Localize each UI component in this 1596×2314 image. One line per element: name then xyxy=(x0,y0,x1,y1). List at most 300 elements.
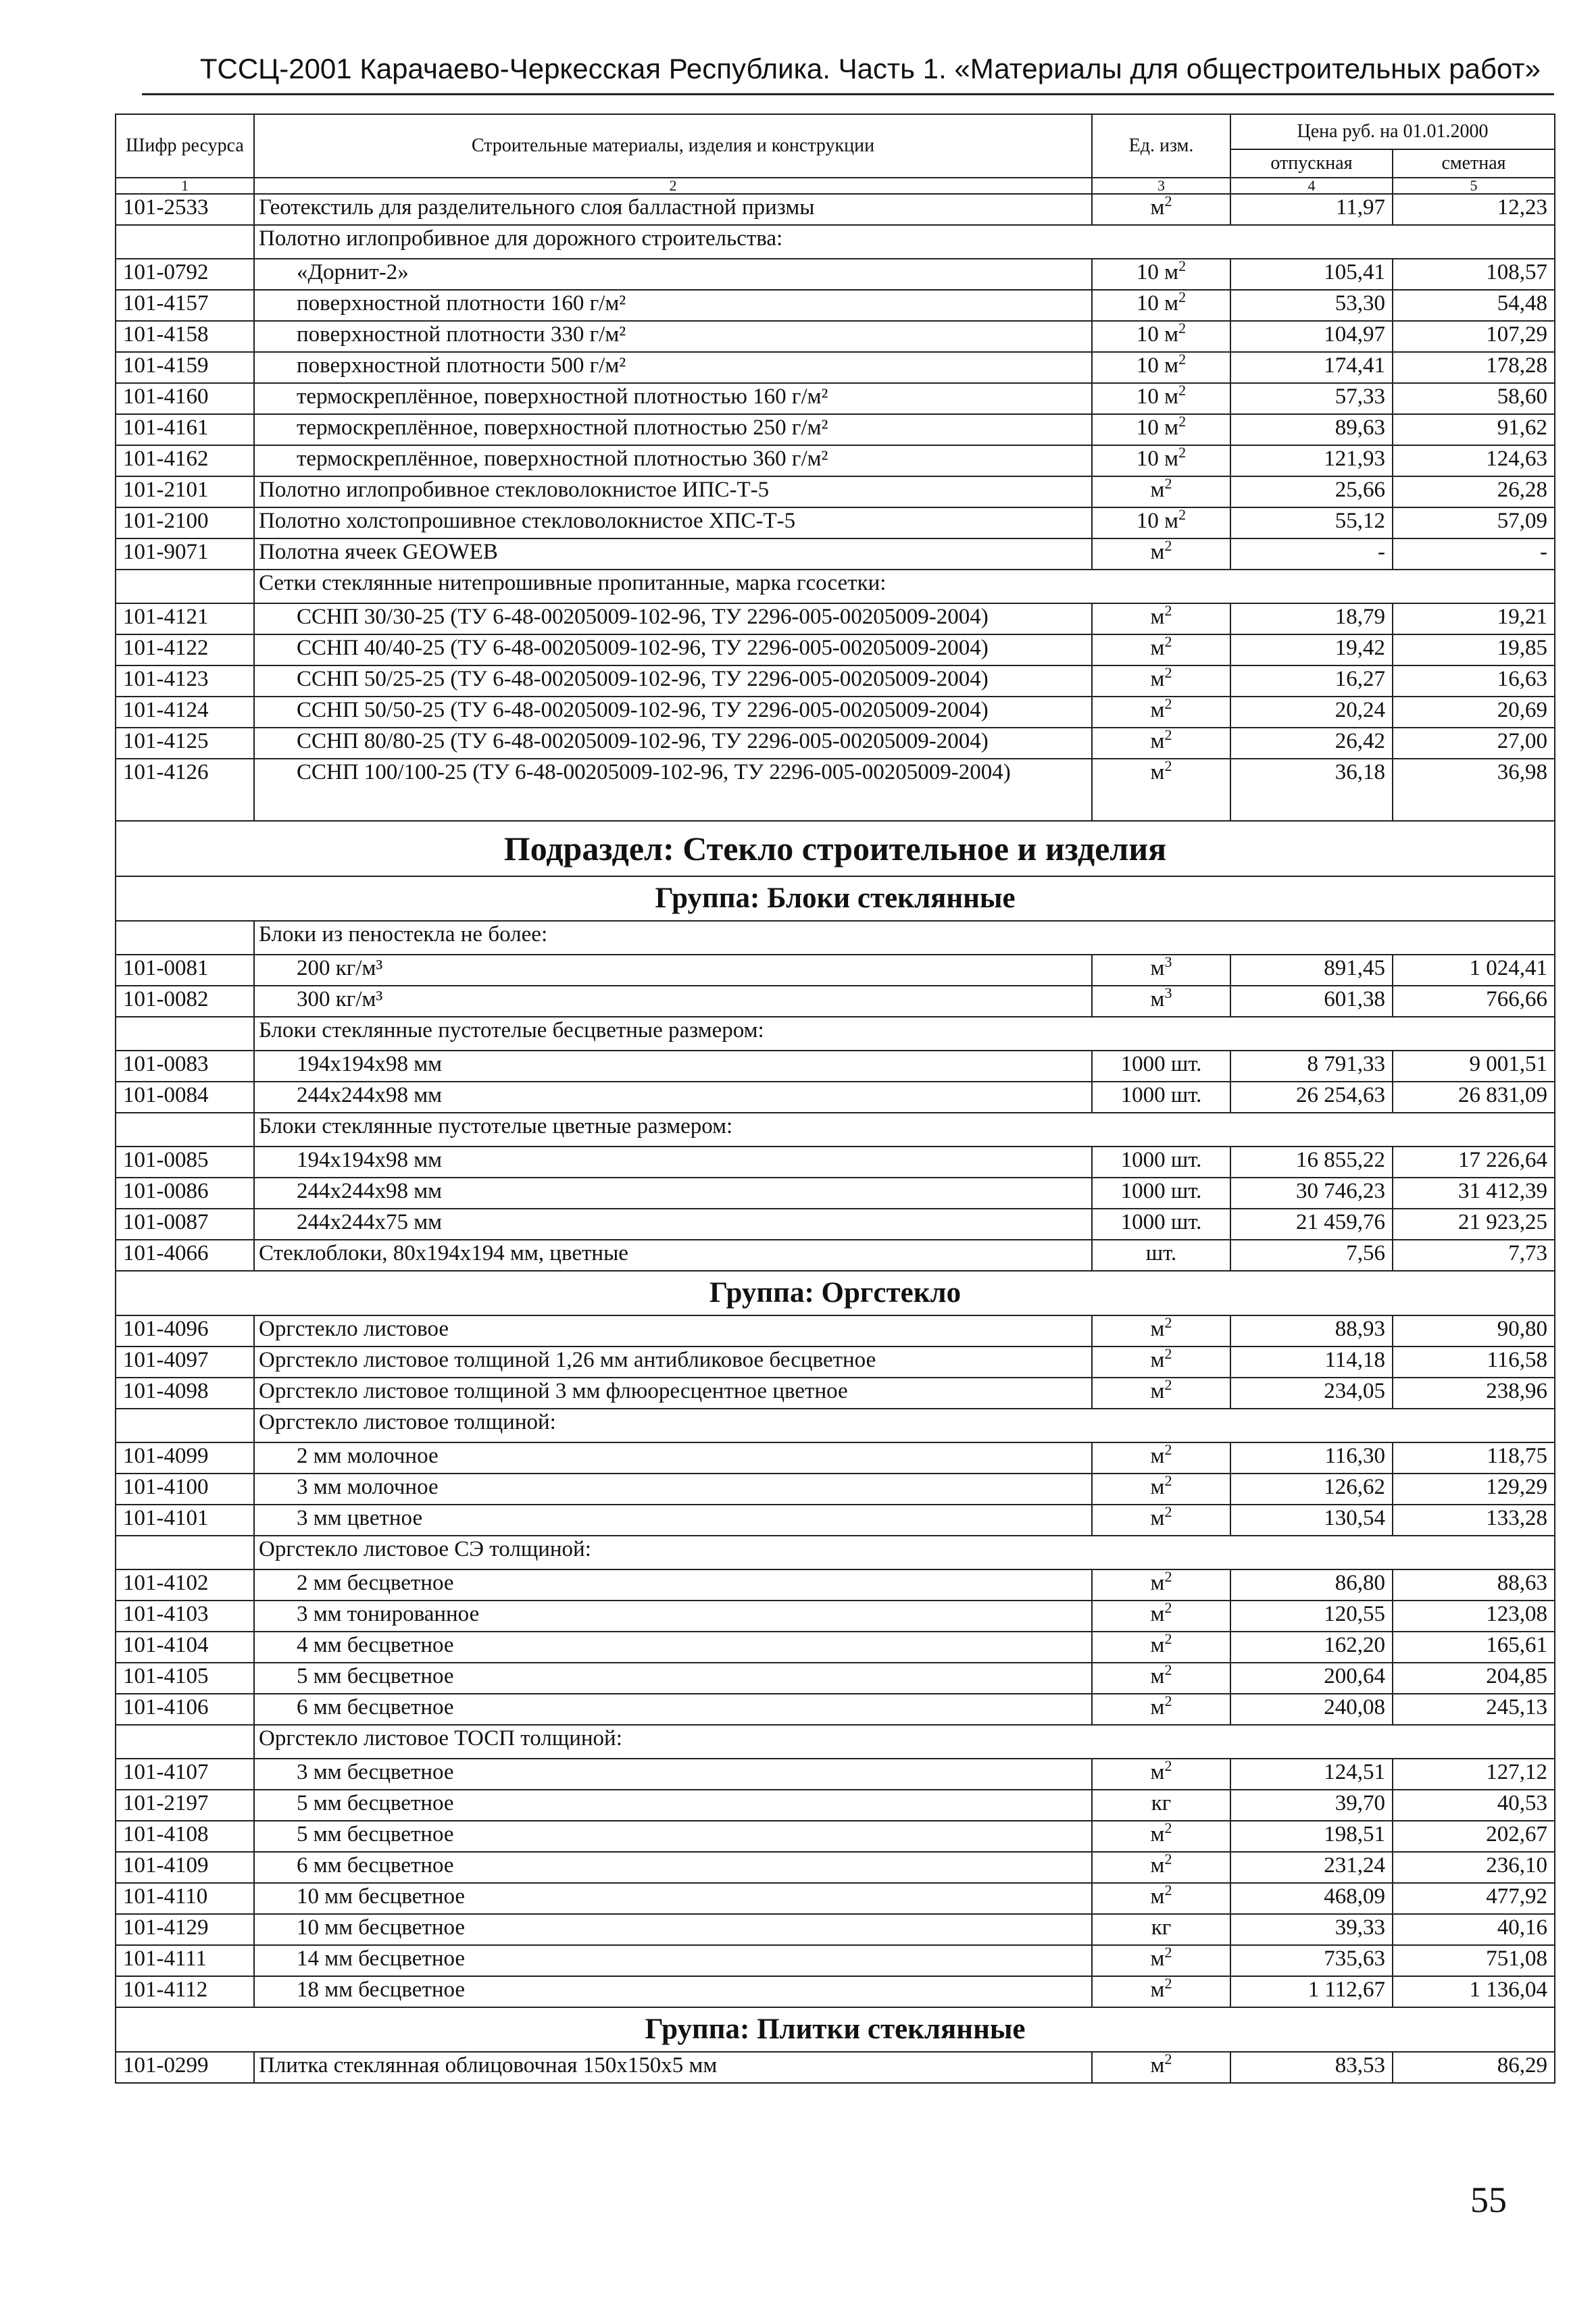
unit: м xyxy=(1150,667,1165,691)
table-row xyxy=(116,290,1555,321)
estimate-price: 766,66 xyxy=(1393,986,1555,1017)
estimate-price: 36,98 xyxy=(1393,759,1555,821)
estimate-price: 90,80 xyxy=(1393,1315,1555,1347)
table-row xyxy=(116,1790,1555,1821)
unit-cell xyxy=(1092,1663,1230,1694)
col-header-code: Шифр ресурса xyxy=(116,114,254,178)
table-row xyxy=(116,194,1555,225)
unit-exponent: 2 xyxy=(1164,1378,1172,1393)
release-price: 7,56 xyxy=(1230,1240,1393,1271)
table-row xyxy=(116,445,1555,476)
unit: м xyxy=(1150,1853,1165,1878)
material-name: 4 мм бесцветное xyxy=(254,1632,1092,1663)
release-price: 39,70 xyxy=(1230,1790,1393,1821)
estimate-price: 202,67 xyxy=(1393,1821,1555,1852)
resource-code: 101-4162 xyxy=(116,445,254,476)
subgroup-row xyxy=(116,1113,1555,1147)
estimate-price: 26 831,09 xyxy=(1393,1082,1555,1113)
unit: м xyxy=(1150,1760,1165,1784)
table-row xyxy=(116,1852,1555,1883)
col-number: 1 xyxy=(116,178,254,194)
table-row xyxy=(116,1569,1555,1601)
resource-code: 101-4098 xyxy=(116,1378,254,1409)
resource-code: 101-2533 xyxy=(116,194,254,225)
release-price: 174,41 xyxy=(1230,352,1393,383)
subgroup-row xyxy=(116,570,1555,603)
unit-exponent: 2 xyxy=(1164,476,1172,492)
release-price: 39,33 xyxy=(1230,1914,1393,1945)
estimate-price: 21 923,25 xyxy=(1393,1209,1555,1240)
resource-code: 101-2101 xyxy=(116,476,254,507)
unit: м xyxy=(1150,1633,1165,1657)
table-body xyxy=(116,194,1555,2083)
release-price: 16 855,22 xyxy=(1230,1147,1393,1178)
release-price: 200,64 xyxy=(1230,1663,1393,1694)
unit-exponent: 2 xyxy=(1164,759,1172,774)
material-name: 2 мм молочное xyxy=(254,1442,1092,1474)
unit-exponent: 2 xyxy=(1164,728,1172,743)
material-name: 2 мм бесцветное xyxy=(254,1569,1092,1601)
resource-code: 101-4102 xyxy=(116,1569,254,1601)
unit-cell xyxy=(1092,414,1230,445)
release-price: 26 254,63 xyxy=(1230,1082,1393,1113)
unit-cell xyxy=(1092,538,1230,570)
unit: м xyxy=(1150,698,1165,722)
table-row xyxy=(116,259,1555,290)
group-row xyxy=(116,876,1555,921)
unit-cell xyxy=(1092,1569,1230,1601)
unit-cell xyxy=(1092,476,1230,507)
unit-cell xyxy=(1092,603,1230,634)
table-row xyxy=(116,1209,1555,1240)
resource-code: 101-4129 xyxy=(116,1914,254,1945)
material-name: 244х244х75 мм xyxy=(254,1209,1092,1240)
unit-cell xyxy=(1092,383,1230,414)
unit: кг xyxy=(1151,1915,1172,1940)
blank-cell xyxy=(116,1409,254,1442)
resource-code: 101-4107 xyxy=(116,1759,254,1790)
material-name: 194х194х98 мм xyxy=(254,1147,1092,1178)
resource-code: 101-4110 xyxy=(116,1883,254,1914)
table-row xyxy=(116,1082,1555,1113)
material-name: Геотекстиль для разделительного слоя балластной призмы xyxy=(254,194,1092,225)
unit-cell xyxy=(1092,321,1230,352)
release-price: 105,41 xyxy=(1230,259,1393,290)
unit-cell xyxy=(1092,194,1230,225)
resource-code: 101-4106 xyxy=(116,1694,254,1725)
table-row xyxy=(116,1694,1555,1725)
unit-exponent: 2 xyxy=(1164,1976,1172,1992)
table-row xyxy=(116,538,1555,570)
estimate-price: 88,63 xyxy=(1393,1569,1555,1601)
subgroup-title: Блоки стеклянные пустотелые бесцветные размером: xyxy=(254,1017,1555,1051)
material-name: 194х194х98 мм xyxy=(254,1051,1092,1082)
unit: м xyxy=(1150,478,1165,502)
unit: 10 м xyxy=(1136,509,1179,533)
estimate-price: 127,12 xyxy=(1393,1759,1555,1790)
unit: м xyxy=(1150,1571,1165,1595)
resource-code: 101-4161 xyxy=(116,414,254,445)
col-number: 4 xyxy=(1230,178,1393,194)
table-row xyxy=(116,1601,1555,1632)
table-row xyxy=(116,603,1555,634)
material-name: 3 мм цветное xyxy=(254,1505,1092,1536)
resource-code: 101-4103 xyxy=(116,1601,254,1632)
material-name: поверхностной плотности 500 г/м² xyxy=(254,352,1092,383)
release-price: 8 791,33 xyxy=(1230,1051,1393,1082)
resource-code: 101-0084 xyxy=(116,1082,254,1113)
table-row xyxy=(116,1315,1555,1347)
estimate-price: 54,48 xyxy=(1393,290,1555,321)
table-row xyxy=(116,1821,1555,1852)
unit: м xyxy=(1150,1946,1165,1971)
material-name: Плитка стеклянная облицовочная 150х150х5 мм xyxy=(254,2052,1092,2083)
unit: 10 м xyxy=(1136,416,1179,440)
table-row xyxy=(116,1976,1555,2007)
blank-cell xyxy=(116,1113,254,1147)
unit-exponent: 2 xyxy=(1178,321,1187,336)
unit-exponent: 2 xyxy=(1164,1663,1172,1678)
table-row xyxy=(116,1505,1555,1536)
unit-cell xyxy=(1092,1378,1230,1409)
material-name: ССНП 80/80-25 (ТУ 6-48-00205009-102-96, ТУ 2296-005-00205009-2004) xyxy=(254,728,1092,759)
unit-cell xyxy=(1092,290,1230,321)
estimate-price: 19,21 xyxy=(1393,603,1555,634)
unit-cell xyxy=(1092,1883,1230,1914)
estimate-price: 12,23 xyxy=(1393,194,1555,225)
resource-code: 101-0083 xyxy=(116,1051,254,1082)
unit-cell xyxy=(1092,1759,1230,1790)
resource-code: 101-4105 xyxy=(116,1663,254,1694)
unit-cell xyxy=(1092,1442,1230,1474)
material-name: 18 мм бесцветное xyxy=(254,1976,1092,2007)
unit-exponent: 2 xyxy=(1164,1694,1172,1709)
estimate-price: 133,28 xyxy=(1393,1505,1555,1536)
unit: м xyxy=(1150,1822,1165,1846)
release-price: 601,38 xyxy=(1230,986,1393,1017)
unit-exponent: 2 xyxy=(1164,1852,1172,1867)
price-table xyxy=(115,114,1555,2084)
estimate-price: 751,08 xyxy=(1393,1945,1555,1976)
estimate-price: 1 136,04 xyxy=(1393,1976,1555,2007)
unit: 1000 шт. xyxy=(1120,1083,1202,1107)
unit: м xyxy=(1150,605,1165,629)
table-row xyxy=(116,1051,1555,1082)
group-title: Группа: Плитки стеклянные xyxy=(116,2007,1555,2052)
material-name: 5 мм бесцветное xyxy=(254,1663,1092,1694)
release-price: 30 746,23 xyxy=(1230,1178,1393,1209)
unit: шт. xyxy=(1145,1241,1177,1265)
estimate-price: 178,28 xyxy=(1393,352,1555,383)
resource-code: 101-4160 xyxy=(116,383,254,414)
resource-code: 101-9071 xyxy=(116,538,254,570)
col-header-name: Строительные материалы, изделия и конструкции xyxy=(254,114,1092,178)
release-price: 20,24 xyxy=(1230,697,1393,728)
estimate-price: 40,53 xyxy=(1393,1790,1555,1821)
resource-code: 101-0792 xyxy=(116,259,254,290)
table-row xyxy=(116,1474,1555,1505)
col-header-release-price: отпускная xyxy=(1230,149,1393,178)
unit-cell xyxy=(1092,1082,1230,1113)
unit: м xyxy=(1150,987,1165,1011)
estimate-price: - xyxy=(1393,538,1555,570)
table-row xyxy=(116,728,1555,759)
material-name: 300 кг/м³ xyxy=(254,986,1092,1017)
unit-exponent: 2 xyxy=(1178,290,1187,305)
material-name: 14 мм бесцветное xyxy=(254,1945,1092,1976)
unit-cell xyxy=(1092,728,1230,759)
material-name: ССНП 30/30-25 (ТУ 6-48-00205009-102-96, ТУ 2296-005-00205009-2004) xyxy=(254,603,1092,634)
unit-exponent: 2 xyxy=(1178,352,1187,368)
table-row xyxy=(116,321,1555,352)
blank-cell xyxy=(116,570,254,603)
resource-code: 101-4159 xyxy=(116,352,254,383)
resource-code: 101-4121 xyxy=(116,603,254,634)
estimate-price: 26,28 xyxy=(1393,476,1555,507)
group-title: Группа: Оргстекло xyxy=(116,1271,1555,1315)
unit-cell xyxy=(1092,1976,1230,2007)
unit-exponent: 2 xyxy=(1164,1442,1172,1458)
material-name: 200 кг/м³ xyxy=(254,955,1092,986)
resource-code: 101-4108 xyxy=(116,1821,254,1852)
estimate-price: 7,73 xyxy=(1393,1240,1555,1271)
subgroup-title: Оргстекло листовое ТОСП толщиной: xyxy=(254,1725,1555,1759)
unit-exponent: 2 xyxy=(1164,1474,1172,1489)
unit-cell xyxy=(1092,1821,1230,1852)
estimate-price: 91,62 xyxy=(1393,414,1555,445)
material-name: ССНП 40/40-25 (ТУ 6-48-00205009-102-96, ТУ 2296-005-00205009-2004) xyxy=(254,634,1092,665)
estimate-price: 40,16 xyxy=(1393,1914,1555,1945)
subgroup-title: Блоки из пеностекла не более: xyxy=(254,921,1555,955)
estimate-price: 57,09 xyxy=(1393,507,1555,538)
estimate-price: 124,63 xyxy=(1393,445,1555,476)
unit: м xyxy=(1150,2053,1165,2078)
document-title: ТССЦ-2001 Карачаево-Черкесская Республика. Часть 1. «Материалы для общестроительных работ» xyxy=(199,53,1541,84)
group-title: Группа: Блоки стеклянные xyxy=(116,876,1555,921)
table-row xyxy=(116,1347,1555,1378)
unit: кг xyxy=(1151,1791,1172,1815)
release-price: 86,80 xyxy=(1230,1569,1393,1601)
release-price: 121,93 xyxy=(1230,445,1393,476)
estimate-price: 129,29 xyxy=(1393,1474,1555,1505)
unit-cell xyxy=(1092,1240,1230,1271)
release-price: 57,33 xyxy=(1230,383,1393,414)
blank-cell xyxy=(116,225,254,259)
unit: м xyxy=(1150,1379,1165,1403)
table-row xyxy=(116,697,1555,728)
unit-exponent: 3 xyxy=(1164,955,1172,970)
release-price: 25,66 xyxy=(1230,476,1393,507)
unit-cell xyxy=(1092,352,1230,383)
section-title: Подраздел: Стекло строительное и изделия xyxy=(116,821,1555,876)
subgroup-title: Оргстекло листовое толщиной: xyxy=(254,1409,1555,1442)
release-price: 240,08 xyxy=(1230,1694,1393,1725)
material-name: термоскреплённое, поверхностной плотностью 160 г/м² xyxy=(254,383,1092,414)
material-name: 5 мм бесцветное xyxy=(254,1790,1092,1821)
material-name: Полотна ячеек GEOWEB xyxy=(254,538,1092,570)
estimate-price: 107,29 xyxy=(1393,321,1555,352)
release-price: 55,12 xyxy=(1230,507,1393,538)
unit: 10 м xyxy=(1136,260,1179,284)
resource-code: 101-0087 xyxy=(116,1209,254,1240)
table-row xyxy=(116,1883,1555,1914)
material-name: поверхностной плотности 330 г/м² xyxy=(254,321,1092,352)
unit-exponent: 2 xyxy=(1164,634,1172,650)
col-number: 3 xyxy=(1092,178,1230,194)
resource-code: 101-4100 xyxy=(116,1474,254,1505)
unit-exponent: 2 xyxy=(1178,414,1187,430)
table-row xyxy=(116,1178,1555,1209)
resource-code: 101-4101 xyxy=(116,1505,254,1536)
table-row xyxy=(116,1759,1555,1790)
unit: м xyxy=(1150,956,1165,980)
resource-code: 101-4158 xyxy=(116,321,254,352)
unit-cell xyxy=(1092,445,1230,476)
section-row xyxy=(116,821,1555,876)
material-name: термоскреплённое, поверхностной плотностью 360 г/м² xyxy=(254,445,1092,476)
unit-cell xyxy=(1092,259,1230,290)
page-number: 55 xyxy=(1470,2180,1507,2220)
release-price: 234,05 xyxy=(1230,1378,1393,1409)
material-name: ССНП 50/25-25 (ТУ 6-48-00205009-102-96, ТУ 2296-005-00205009-2004) xyxy=(254,665,1092,697)
unit-exponent: 2 xyxy=(1178,507,1187,523)
material-name: 3 мм тонированное xyxy=(254,1601,1092,1632)
estimate-price: 118,75 xyxy=(1393,1442,1555,1474)
resource-code: 101-4112 xyxy=(116,1976,254,2007)
unit-cell xyxy=(1092,697,1230,728)
table-row xyxy=(116,1147,1555,1178)
unit-cell xyxy=(1092,1178,1230,1209)
estimate-price: 27,00 xyxy=(1393,728,1555,759)
resource-code: 101-4126 xyxy=(116,759,254,821)
resource-code: 101-4124 xyxy=(116,697,254,728)
unit-cell xyxy=(1092,1347,1230,1378)
release-price: 19,42 xyxy=(1230,634,1393,665)
col-header-price: Цена руб. на 01.01.2000 xyxy=(1230,114,1555,149)
unit-cell xyxy=(1092,1051,1230,1082)
estimate-price: 238,96 xyxy=(1393,1378,1555,1409)
unit-cell xyxy=(1092,1632,1230,1663)
blank-cell xyxy=(116,921,254,955)
table-row xyxy=(116,1632,1555,1663)
material-name: 6 мм бесцветное xyxy=(254,1694,1092,1725)
estimate-price: 108,57 xyxy=(1393,259,1555,290)
unit-cell xyxy=(1092,1945,1230,1976)
unit-exponent: 2 xyxy=(1164,1821,1172,1836)
release-price: 88,93 xyxy=(1230,1315,1393,1347)
subgroup-title: Оргстекло листовое СЭ толщиной: xyxy=(254,1536,1555,1569)
blank-cell xyxy=(116,1536,254,1569)
material-name: ССНП 100/100-25 (ТУ 6-48-00205009-102-96, ТУ 2296-005-00205009-2004) xyxy=(254,759,1092,821)
unit-exponent: 2 xyxy=(1164,1632,1172,1647)
release-price: 104,97 xyxy=(1230,321,1393,352)
release-price: 231,24 xyxy=(1230,1852,1393,1883)
resource-code: 101-4157 xyxy=(116,290,254,321)
release-price: 1 112,67 xyxy=(1230,1976,1393,2007)
unit-cell xyxy=(1092,1505,1230,1536)
unit-cell xyxy=(1092,1474,1230,1505)
estimate-price: 204,85 xyxy=(1393,1663,1555,1694)
unit: м xyxy=(1150,1978,1165,2002)
release-price: 36,18 xyxy=(1230,759,1393,821)
resource-code: 101-0082 xyxy=(116,986,254,1017)
resource-code: 101-4109 xyxy=(116,1852,254,1883)
unit-exponent: 2 xyxy=(1178,445,1187,461)
release-price: 26,42 xyxy=(1230,728,1393,759)
material-name: «Дорнит-2» xyxy=(254,259,1092,290)
unit-exponent: 2 xyxy=(1164,1505,1172,1520)
unit: 10 м xyxy=(1136,322,1179,347)
unit-exponent: 2 xyxy=(1178,259,1187,274)
estimate-price: 123,08 xyxy=(1393,1601,1555,1632)
subgroup-title: Полотно иглопробивное для дорожного строительства: xyxy=(254,225,1555,259)
release-price: - xyxy=(1230,538,1393,570)
unit-exponent: 2 xyxy=(1164,665,1172,681)
unit: м xyxy=(1150,1695,1165,1719)
unit: 10 м xyxy=(1136,447,1179,471)
unit: 1000 шт. xyxy=(1120,1179,1202,1203)
estimate-price: 1 024,41 xyxy=(1393,955,1555,986)
table-row xyxy=(116,414,1555,445)
unit: м xyxy=(1150,1317,1165,1341)
table-row xyxy=(116,1378,1555,1409)
unit-exponent: 2 xyxy=(1164,2052,1172,2067)
resource-code: 101-4104 xyxy=(116,1632,254,1663)
estimate-price: 9 001,51 xyxy=(1393,1051,1555,1082)
material-name: 3 мм молочное xyxy=(254,1474,1092,1505)
release-price: 21 459,76 xyxy=(1230,1209,1393,1240)
estimate-price: 116,58 xyxy=(1393,1347,1555,1378)
table-row xyxy=(116,955,1555,986)
unit-cell xyxy=(1092,507,1230,538)
material-name: Оргстекло листовое xyxy=(254,1315,1092,1347)
resource-code: 101-4096 xyxy=(116,1315,254,1347)
subgroup-title: Блоки стеклянные пустотелые цветные размером: xyxy=(254,1113,1555,1147)
unit: 10 м xyxy=(1136,291,1179,316)
unit: м xyxy=(1150,636,1165,660)
estimate-price: 165,61 xyxy=(1393,1632,1555,1663)
unit-exponent: 3 xyxy=(1164,986,1172,1001)
resource-code: 101-4123 xyxy=(116,665,254,697)
resource-code: 101-2100 xyxy=(116,507,254,538)
unit-cell xyxy=(1092,986,1230,1017)
unit-cell xyxy=(1092,634,1230,665)
material-name: Полотно холстопрошивное стекловолокнистое ХПС-Т-5 xyxy=(254,507,1092,538)
unit: м xyxy=(1150,195,1165,220)
resource-code: 101-4066 xyxy=(116,1240,254,1271)
unit-exponent: 2 xyxy=(1164,1601,1172,1616)
unit-exponent: 2 xyxy=(1164,1945,1172,1961)
table-row xyxy=(116,665,1555,697)
unit: м xyxy=(1150,1506,1165,1530)
material-name: Стеклоблоки, 80х194х194 мм, цветные xyxy=(254,1240,1092,1271)
resource-code: 101-2197 xyxy=(116,1790,254,1821)
unit-cell xyxy=(1092,759,1230,821)
release-price: 53,30 xyxy=(1230,290,1393,321)
estimate-price: 31 412,39 xyxy=(1393,1178,1555,1209)
resource-code: 101-0085 xyxy=(116,1147,254,1178)
table-row xyxy=(116,986,1555,1017)
resource-code: 101-0081 xyxy=(116,955,254,986)
unit-exponent: 2 xyxy=(1164,697,1172,712)
unit-cell xyxy=(1092,955,1230,986)
unit-cell xyxy=(1092,1209,1230,1240)
release-price: 116,30 xyxy=(1230,1442,1393,1474)
estimate-price: 245,13 xyxy=(1393,1694,1555,1725)
resource-code: 101-4099 xyxy=(116,1442,254,1474)
unit: 10 м xyxy=(1136,353,1179,378)
release-price: 124,51 xyxy=(1230,1759,1393,1790)
